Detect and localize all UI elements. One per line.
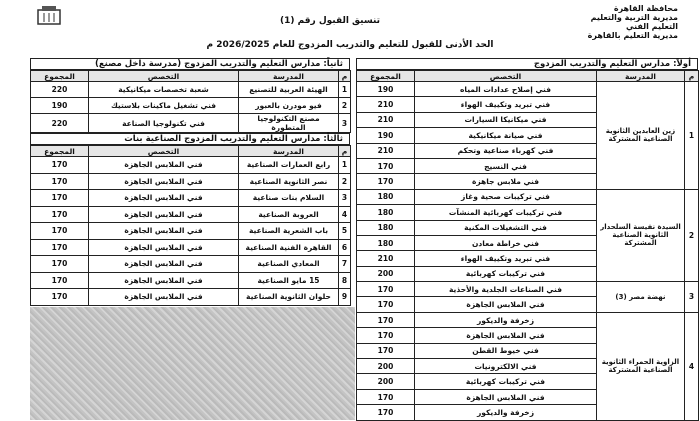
min-score-cell: 210 xyxy=(357,112,415,127)
row-number: 9 xyxy=(339,289,351,306)
specialty-cell: فني التشغيلات المكنية xyxy=(415,220,597,235)
min-score-cell: 180 xyxy=(357,189,415,204)
school-number: 4 xyxy=(685,312,699,420)
min-score-cell: 170 xyxy=(31,223,89,240)
table-row xyxy=(31,223,351,240)
school-name: باب الشعرية الصناعية xyxy=(239,223,339,240)
min-score-cell: 180 xyxy=(357,220,415,235)
row-number: 7 xyxy=(339,256,351,273)
specialty-cell: فني الملابس الجاهزة xyxy=(89,289,239,306)
school-name: الهيئة العربية للتصنيع xyxy=(239,82,339,98)
specialty-cell: فني خيوط القطن xyxy=(415,343,597,358)
table-row xyxy=(31,239,351,256)
min-score-cell: 200 xyxy=(357,266,415,281)
section1-table xyxy=(356,70,699,421)
table-row xyxy=(31,256,351,273)
min-score-cell: 220 xyxy=(31,114,89,133)
school-name: حلوان الثانوية الصناعية xyxy=(239,289,339,306)
min-score-cell: 170 xyxy=(31,256,89,273)
row-number: 4 xyxy=(339,206,351,223)
col-header-specialty: التخصص xyxy=(415,71,597,82)
row-number: 1 xyxy=(339,157,351,174)
specialty-cell: فني الصناعات الجلدية والأحذية xyxy=(415,282,597,297)
col-header-school: المدرسة xyxy=(239,71,339,82)
school-number: 3 xyxy=(685,282,699,313)
min-score-cell: 210 xyxy=(357,97,415,112)
min-score-cell: 170 xyxy=(357,282,415,297)
specialty-cell: فني ميكانيكا السيارات xyxy=(415,112,597,127)
table-row xyxy=(31,98,351,114)
min-score-cell: 170 xyxy=(31,190,89,207)
min-score-cell: 190 xyxy=(31,98,89,114)
specialty-cell: فني الملابس الجاهزة xyxy=(89,272,239,289)
min-score-cell: 170 xyxy=(31,206,89,223)
min-score-cell: 170 xyxy=(31,239,89,256)
min-score-cell: 170 xyxy=(31,289,89,306)
specialty-cell: فني صيانة ميكانيكية xyxy=(415,128,597,143)
section3-title: ثالثاً: مدارس التعليم والتدريب المزدوج الصناعية بنات xyxy=(30,133,350,145)
section2-title: ثانياً: مدارس التعليم والتدريب المزدوج (مدرسة داخل مصنع) xyxy=(30,58,350,70)
school-name: فيو مودرن بالعبور xyxy=(239,98,339,114)
min-score-cell: 170 xyxy=(357,343,415,358)
row-number: 1 xyxy=(339,82,351,98)
min-score-cell: 200 xyxy=(357,374,415,389)
min-score-cell: 190 xyxy=(357,128,415,143)
col-header-score: المجموع xyxy=(31,146,89,157)
min-score-cell: 170 xyxy=(31,157,89,174)
specialty-cell: فني تركيبات كهربائية xyxy=(415,266,597,281)
specialty-cell: زخرفة والديكور xyxy=(415,405,597,420)
school-name: رابع العمارات الصناعية xyxy=(239,157,339,174)
specialty-cell: فني ملابس جاهزة xyxy=(415,174,597,189)
table-row xyxy=(31,173,351,190)
specialty-cell: فني الملابس الجاهزة xyxy=(89,173,239,190)
table-row xyxy=(357,282,699,297)
page-header xyxy=(0,0,700,60)
header-line: مديرية التعليم بالقاهرة xyxy=(587,31,678,40)
specialty-cell: فني الالكترونيات xyxy=(415,359,597,374)
min-score-cell: 200 xyxy=(357,359,415,374)
table-row xyxy=(31,206,351,223)
specialty-cell: فني تركيبات صحية وغاز xyxy=(415,189,597,204)
section1-title: أولاً: مدارس التعليم والتدريب المزدوج xyxy=(356,58,698,70)
col-header-school: المدرسة xyxy=(239,146,339,157)
specialty-cell: فني تبريد وتكييف الهواء xyxy=(415,97,597,112)
specialty-cell: فني الملابس الجاهزة xyxy=(415,328,597,343)
row-number: 2 xyxy=(339,98,351,114)
min-score-cell: 170 xyxy=(357,405,415,420)
min-score-cell: 170 xyxy=(31,272,89,289)
school-name: مصنع التكنولوجيا المتطورة xyxy=(239,114,339,133)
specialty-cell: فني الملابس الجاهزة xyxy=(89,223,239,240)
table-row xyxy=(357,189,699,204)
header-line: مديرية التربية والتعليم xyxy=(590,13,678,22)
row-number: 8 xyxy=(339,272,351,289)
table-row xyxy=(357,82,699,97)
min-score-cell: 180 xyxy=(357,235,415,250)
section2-table xyxy=(30,70,351,133)
min-score-cell: 210 xyxy=(357,143,415,158)
min-score-cell: 170 xyxy=(357,328,415,343)
header-line: محافظة القاهرة xyxy=(613,4,678,13)
table-row xyxy=(31,272,351,289)
col-header-num: م xyxy=(339,71,351,82)
min-score-cell: 210 xyxy=(357,251,415,266)
min-score-cell: 190 xyxy=(357,82,415,97)
school-name: نهضة مصر (3) xyxy=(597,282,685,313)
min-score-cell: 170 xyxy=(357,297,415,312)
table-row xyxy=(31,82,351,98)
row-number: 3 xyxy=(339,190,351,207)
school-name: القاهرة الفنية الصناعية xyxy=(239,239,339,256)
col-header-num: م xyxy=(685,71,699,82)
specialty-cell: زخرفة والديكور xyxy=(415,312,597,327)
col-header-score: المجموع xyxy=(31,71,89,82)
school-name: زين العابدين الثانوية الصناعية المشتركة xyxy=(597,82,685,190)
specialty-cell: فني الملابس الجاهزة xyxy=(89,190,239,207)
school-name: السيدة نفيسة السلحدار الثانوية الصناعية المشتركة xyxy=(597,189,685,281)
col-header-score: المجموع xyxy=(357,71,415,82)
row-number: 2 xyxy=(339,173,351,190)
school-name: السلام بنات صناعية xyxy=(239,190,339,207)
min-score-cell: 170 xyxy=(357,174,415,189)
school-number: 1 xyxy=(685,82,699,190)
table-row xyxy=(31,114,351,133)
min-score-cell: 170 xyxy=(357,158,415,173)
specialty-cell: فني الملابس الجاهزة xyxy=(89,157,239,174)
specialty-cell: فني خراطة معادن xyxy=(415,235,597,250)
specialty-cell: فني الملابس الجاهزة xyxy=(89,239,239,256)
ministry-header-lines xyxy=(588,4,678,40)
school-name: العروبة الصناعية xyxy=(239,206,339,223)
header-line: التعليم الفني xyxy=(626,22,678,31)
specialty-cell: فني الملابس الجاهزة xyxy=(415,389,597,404)
document-title: تنسيق القبول رقم (1) xyxy=(279,16,381,26)
specialty-cell: فني تركيبات كهربائية xyxy=(415,374,597,389)
min-score-cell: 170 xyxy=(357,312,415,327)
specialty-cell: فني تركيبات كهربائية المنشآت xyxy=(415,205,597,220)
min-score-cell: 180 xyxy=(357,205,415,220)
document-subtitle: الحد الأدنى للقبول للتعليم والتدريب المزدوج للعام 2026/2025 م xyxy=(206,40,494,50)
table-row xyxy=(31,190,351,207)
specialty-cell: فني النسيج xyxy=(415,158,597,173)
ministry-logo-icon xyxy=(36,4,62,26)
table-row xyxy=(31,289,351,306)
school-name: الزاوية الحمراء الثانوية الصناعية المشتركة xyxy=(597,312,685,420)
specialty-cell: فني تبريد وتكييف الهواء xyxy=(415,251,597,266)
row-number: 3 xyxy=(339,114,351,133)
specialty-cell: فني كهرباء صناعية وتحكم xyxy=(415,143,597,158)
col-header-specialty: التخصص xyxy=(89,71,239,82)
min-score-cell: 170 xyxy=(31,173,89,190)
specialty-cell: فني إصلاح عدادات المياه xyxy=(415,82,597,97)
specialty-cell: فني الملابس الجاهزة xyxy=(89,256,239,273)
specialty-cell: شعبة تخصصات ميكانيكية xyxy=(89,82,239,98)
table-row xyxy=(31,157,351,174)
min-score-cell: 220 xyxy=(31,82,89,98)
row-number: 6 xyxy=(339,239,351,256)
specialty-cell: فني تكنولوجيا الصناعة xyxy=(89,114,239,133)
school-name: 15 مايو الصناعية xyxy=(239,272,339,289)
school-name: نصر الثانوية الصناعية xyxy=(239,173,339,190)
col-header-specialty: التخصص xyxy=(89,146,239,157)
school-name: المعادي الصناعية xyxy=(239,256,339,273)
col-header-school: المدرسة xyxy=(597,71,685,82)
section3-table xyxy=(30,145,351,306)
specialty-cell: فني الملابس الجاهزة xyxy=(89,206,239,223)
col-header-num: م xyxy=(339,146,351,157)
table-row xyxy=(357,312,699,327)
scanned-blank-area xyxy=(30,307,355,420)
specialty-cell: فني الملابس الجاهزة xyxy=(415,297,597,312)
row-number: 5 xyxy=(339,223,351,240)
specialty-cell: فني تشغيل ماكينات بلاستيك xyxy=(89,98,239,114)
school-number: 2 xyxy=(685,189,699,281)
min-score-cell: 170 xyxy=(357,389,415,404)
